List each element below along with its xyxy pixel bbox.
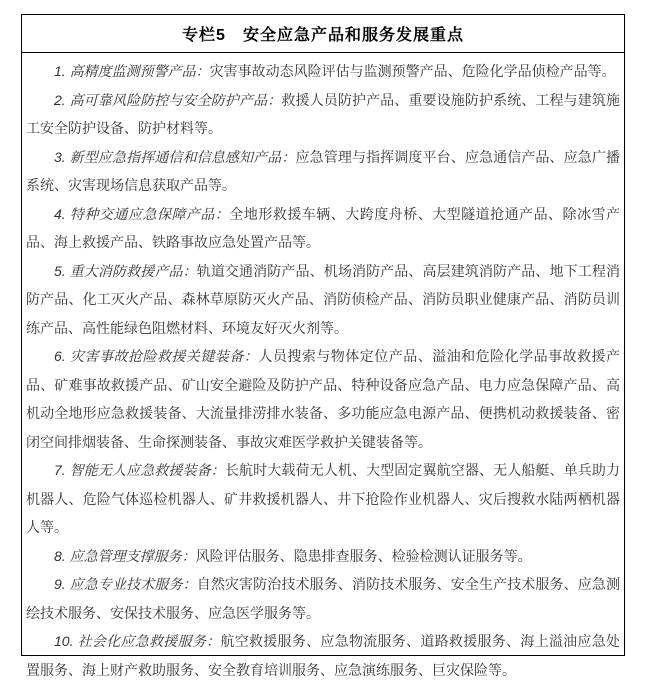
list-item	[26, 570, 620, 627]
panel-body	[22, 53, 624, 680]
list-item	[26, 57, 620, 86]
item-heading: 5. 重大消防救援产品：	[54, 262, 197, 279]
item-description: 应急管理与指挥调度平台、应急通信产品、应急广播系统、灾害现场信息获取产品等。	[26, 148, 620, 193]
item-heading: 3. 新型应急指挥通信和信息感知产品：	[54, 148, 296, 165]
list-item	[26, 200, 620, 257]
item-description: 轨道交通消防产品、机场消防产品、高层建筑消防产品、地下工程消防产品、化工灭火产品、森林草原防灭火产品、消防侦检产品、消防员职业健康产品、消防员训练产品、高性能绿色阻燃材料、环境友好灭火剂等。	[26, 262, 620, 336]
highlight-box-panel	[21, 14, 625, 678]
list-item	[26, 627, 620, 680]
item-heading: 9. 应急专业技术服务：	[54, 576, 197, 592]
item-heading: 4. 特种交通应急保障产品：	[54, 205, 230, 222]
panel-title: 专栏5 安全应急产品和服务发展重点	[22, 15, 624, 53]
item-heading: 6. 灾害事故抢险救援关键装备：	[54, 348, 259, 364]
item-description: 救援人员防护产品、重要设施防护系统、工程与建筑施工安全防护设备、防护材料等。	[26, 91, 620, 136]
list-item	[26, 456, 620, 542]
item-heading: 10. 社会化应急救援服务：	[54, 633, 221, 649]
list-item	[26, 342, 620, 456]
item-heading: 1. 高精度监测预警产品：	[54, 63, 210, 79]
item-description: 长航时大载荷无人机、大型固定翼航空器、无人船艇、单兵助力机器人、危险气体巡检机器人、矿井救援机器人、井下抢险作业机器人、灾后搜救水陆两栖机器人等。	[26, 462, 620, 535]
item-heading: 7. 智能无人应急救援装备：	[54, 462, 225, 478]
item-description: 航空救援服务、应急物流服务、道路救援服务、海上溢油应急处置服务、海上财产救助服务、安全教育培训服务、应急演练服务、巨灾保险等。	[26, 633, 620, 678]
item-description: 人员搜索与物体定位产品、溢油和危险化学品事故救援产品、矿难事故救援产品、矿山安全避险及防护产品、特种设备应急产品、电力应急保障产品、高机动全地形应急救援装备、大流量排涝排水装备、多功能应急电源产品、便携机动救援装备、密闭空间排烟装备、生命探测装备、事故灾难医学救护关键装备等。	[26, 348, 620, 450]
list-item	[26, 257, 620, 343]
item-description: 风险评估服务、隐患排查服务、检验检测认证服务等。	[195, 547, 532, 564]
item-heading: 2. 高可靠风险防控与安全防护产品：	[54, 91, 282, 108]
item-description: 全地形救援车辆、大跨度舟桥、大型隧道抢通产品、除冰雪产品、海上救援产品、铁路事故应急处置产品等。	[26, 205, 620, 250]
list-item	[26, 143, 620, 200]
item-heading: 8. 应急管理支撑服务：	[54, 547, 196, 564]
item-description: 灾害事故动态风险评估与监测预警产品、危险化学品侦检产品等。	[209, 63, 616, 79]
item-description: 自然灾害防治技术服务、消防技术服务、安全生产技术服务、应急测绘技术服务、安保技术服务、应急医学服务等。	[26, 576, 620, 621]
list-item	[26, 86, 620, 143]
list-item	[26, 542, 620, 571]
